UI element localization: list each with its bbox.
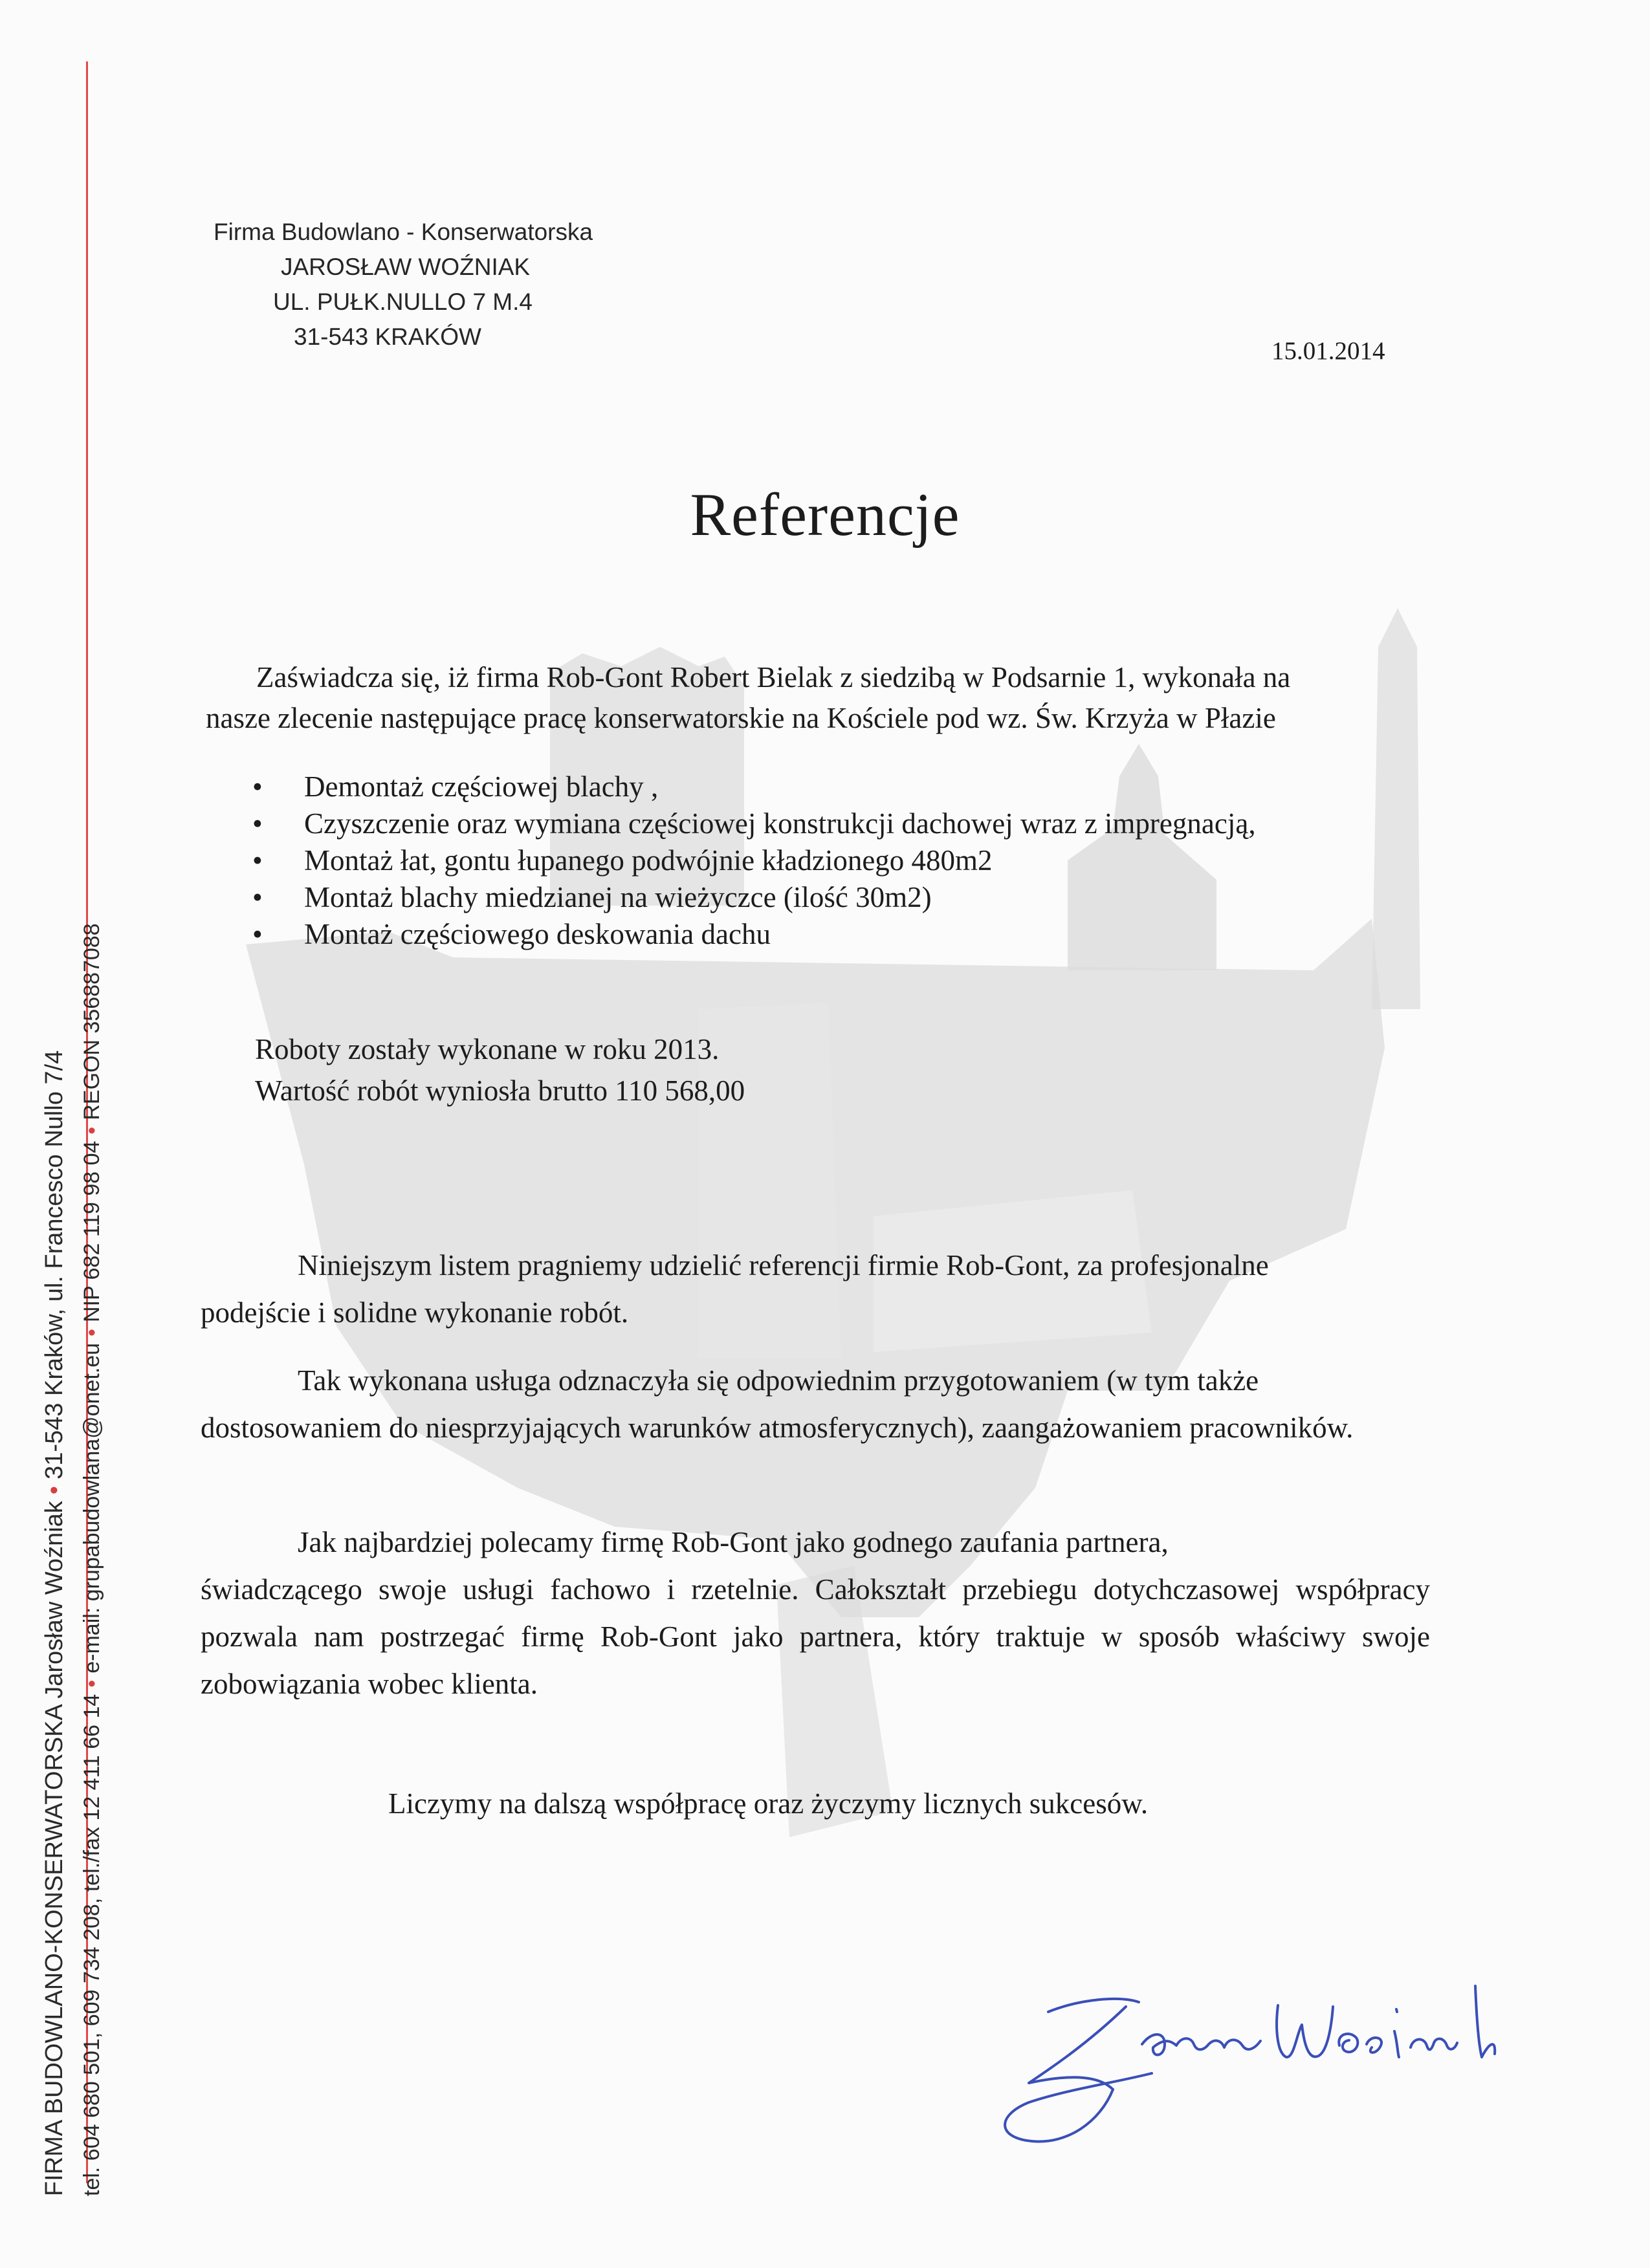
footer-regon: REGON 356887088 bbox=[80, 923, 104, 1120]
sender-stamp bbox=[214, 215, 593, 354]
list-item: • Czyszczenie oraz wymiana częściowej konstrukcji dachowej wraz z impregnacją, bbox=[252, 805, 1256, 842]
handwritten-signature-icon bbox=[971, 1934, 1501, 2154]
footer-email: e-mail: grupabudowlana@onet.eu bbox=[80, 1342, 104, 1674]
sender-street: UL. PUŁK.NULLO 7 M.4 bbox=[273, 289, 533, 315]
intro-line-1: Zaświadcza się, iż firma Rob-Gont Robert Bielak z siedzibą w Podsarnie 1, wykonała na bbox=[256, 661, 1291, 693]
paragraph-recommendation bbox=[201, 1519, 1430, 1708]
footer-company-address: 31-543 Kraków, ul. Francesco Nullo 7/4 bbox=[41, 1050, 68, 1479]
intro-line-2: nasze zlecenie następujące pracę konserwatorskie na Kościele pod wz. Św. Krzyża w Płazie bbox=[206, 702, 1276, 734]
list-item: • Demontaż częściowej blachy , bbox=[252, 769, 1256, 805]
footer-nip: NIP 682 119 98 04 bbox=[80, 1140, 104, 1322]
sender-name: JAROSŁAW WOŹNIAK bbox=[281, 254, 531, 280]
sender-city: 31-543 KRAKÓW bbox=[294, 323, 481, 350]
closing-line: Liczymy na dalszą współpracę oraz życzymy licznych sukcesów. bbox=[388, 1787, 1149, 1820]
paragraph-recommendation-first: Jak najbardziej polecamy firmę Rob-Gont jako godnego zaufania partnera, bbox=[298, 1526, 1169, 1558]
paragraph-service bbox=[201, 1357, 1430, 1452]
summary-year: Roboty zostały wykonane w roku 2013. bbox=[255, 1033, 720, 1065]
footer-company-name: FIRMA BUDOWLANO-KONSERWATORSKA Jarosław Woźniak bbox=[41, 1501, 68, 2196]
list-item: • Montaż blachy miedzianej na wieżyczce (ilość 30m2) bbox=[252, 879, 1256, 916]
sender-company: Firma Budowlano - Konserwatorska bbox=[214, 219, 593, 245]
footer-company-line bbox=[36, 923, 73, 2196]
works-list bbox=[252, 769, 1256, 953]
paragraph-reference bbox=[201, 1242, 1430, 1336]
summary-value: Wartość robót wyniosła brutto 110 568,00 bbox=[255, 1074, 745, 1107]
company-footer bbox=[36, 923, 111, 2196]
list-item: • Montaż częściowego deskowania dachu bbox=[252, 916, 1256, 953]
letter-title: Referencje bbox=[690, 481, 960, 549]
bullet-dot-icon: • bbox=[80, 1328, 104, 1336]
bullet-dot-icon: • bbox=[41, 1485, 68, 1495]
paragraph-service-rest: dostosowaniem do niesprzyjających warunków atmosferycznych), zaangażowaniem pracowników. bbox=[201, 1412, 1354, 1444]
paragraph-reference-rest: podejście i solidne wykonanie robót. bbox=[201, 1296, 629, 1329]
footer-phones: tel. 604 680 501, 609 734 208, tel./fax 12 411 66 14 bbox=[80, 1694, 104, 2196]
list-item: • Montaż łat, gontu łupanego podwójnie kładzionego 480m2 bbox=[252, 842, 1256, 879]
footer-contact-line bbox=[73, 923, 111, 2196]
bullet-dot-icon: • bbox=[80, 1126, 104, 1135]
bullet-dot-icon: • bbox=[80, 1679, 104, 1688]
paragraph-reference-first: Niniejszym listem pragniemy udzielić referencji firmie Rob-Gont, za profesjonalne bbox=[298, 1249, 1269, 1281]
paragraph-recommendation-rest: świadczącego swoje usługi fachowo i rzetelnie. Całokształt przebiegu dotychczasowej współpracy pozwala nam postrzegać firmę Rob-Gont jako partnera, który traktuje w sposób właściwy swoje zobowiązania wobec klienta. bbox=[201, 1573, 1430, 1700]
letter-date: 15.01.2014 bbox=[1271, 337, 1385, 365]
works-summary bbox=[255, 1029, 745, 1111]
intro-paragraph bbox=[206, 657, 1435, 739]
paragraph-service-first: Tak wykonana usługa odznaczyła się odpowiednim przygotowaniem (w tym także bbox=[298, 1364, 1259, 1397]
